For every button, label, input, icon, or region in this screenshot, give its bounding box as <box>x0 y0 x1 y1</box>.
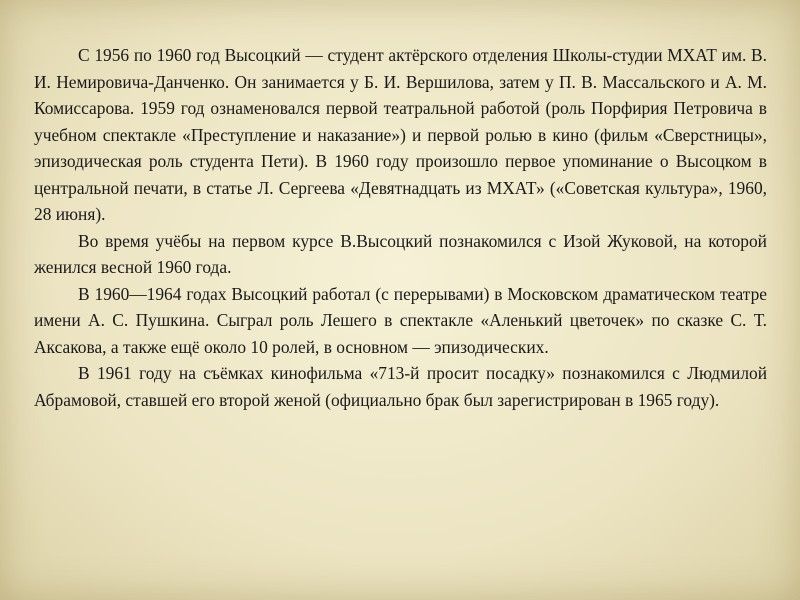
paragraph-second-marriage: В 1961 году на съёмках кинофильма «713-й просит посадку» познакомился с Людмилой Абрамовой, ставшей его второй женой (официально брак был зарегистрирован в 1965 году). <box>34 363 767 410</box>
paragraph-first-marriage: Во время учёбы на первом курсе В.Высоцкий познакомился с Изой Жуковой, на которой женился весной 1960 года. <box>34 230 767 277</box>
paragraph-pushkin-theatre: В 1960—1964 годах Высоцкий работал (с перерывами) в Московском драматическом театре имени А. С. Пушкина. Сыграл роль Лешего в спектакле «Аленький цветочек» по сказке С. Т. Аксакова, а также ещё около 10 ролей, в основном — эпизодических. <box>34 283 767 357</box>
paragraph-studies: С 1956 по 1960 год Высоцкий — студент актёрского отделения Школы-студии МХАТ им. В. И. Немировича-Данченко. Он занимается у Б. И. Вершилова, затем у П. В. Массальского и А. М. Комиссарова. 1959 год ознаменовался первой театральной работой (роль Порфирия Петровича в учебном спектакле «Преступление и наказание») и первой ролью в кино (фильм «Сверстницы», эпизодическая роль студента Пети). В 1960 году произошло первое упоминание о Высоцком в центральной печати, в статье Л. Сергеева «Девятнадцать из МХАТ» («Советская культура», 1960, 28 июня). <box>34 45 767 224</box>
slide-text-body <box>34 42 767 413</box>
